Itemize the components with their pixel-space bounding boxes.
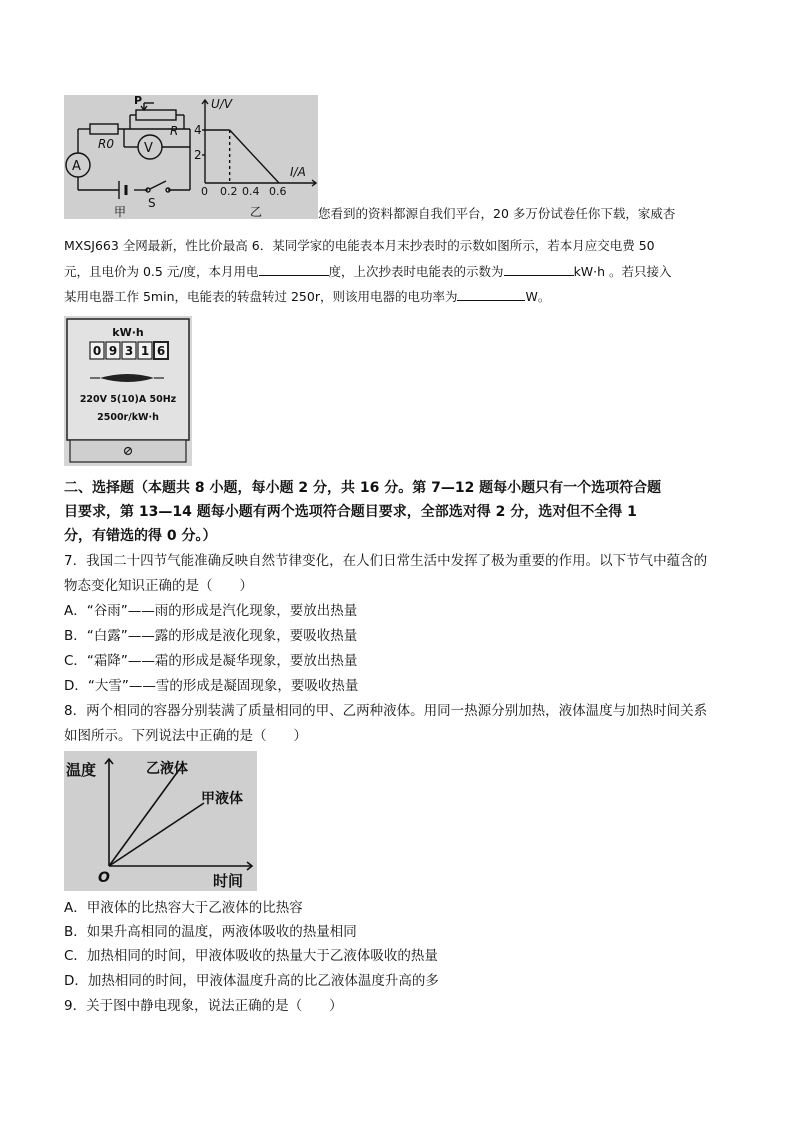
graph2-ylabel: 温度 [66,761,97,779]
q6-blank-1[interactable] [259,261,329,276]
graph1-caption: 乙 [250,205,263,219]
circuit-caption: 甲 [114,205,127,219]
q8-stem2: 如图所示。下列说法中正确的是（ ） [64,728,307,744]
graph2-xlabel: 时间 [213,872,244,890]
section2-line2: 目要求，第 13—14 题每小题有两个选项符合题目要求，全部选对得 2 分，选对但不全得 1 [64,504,637,520]
q6-text-a: 元，且电价为 0.5 元/度，本月用电 [64,264,259,279]
graph1-ytick-4: 4 [194,123,202,137]
switch-label: S [148,196,156,210]
q8-stem1: 8．两个相同的容器分别装满了质量相同的甲、乙两种液体。用同一热源分别加热，液体温度与加热时间关系 [64,703,708,719]
graph1-segment-falling [230,130,279,183]
ammeter-symbol: A [72,159,81,174]
q8-option-b[interactable]: B．如果升高相同的温度，两液体吸收的热量相同 [64,924,357,940]
electric-meter-figure [64,316,192,466]
q7-stem2: 物态变化知识正确的是（ ） [64,578,253,594]
q6-line3 [64,286,550,307]
graph1-ytick-2: 2 [194,148,202,162]
graph1-ylabel: U/V [211,97,233,111]
q6-text-e: W。 [525,289,551,304]
graph1-xtick-0.2: 0.2 [220,185,238,198]
q7-option-b[interactable]: B．“白露”——露的形成是液化现象，要吸收热量 [64,628,358,644]
series-label-yi: 乙液体 [146,761,188,777]
series-line-0 [109,763,184,866]
r0-label: R0 [98,137,114,151]
q8-option-c[interactable]: C．加热相同的时间，甲液体吸收的热量大于乙液体吸收的热量 [64,948,438,964]
meter-digit: 0 [92,344,102,358]
meter-digit: 6 [156,344,166,358]
temperature-time-graph [64,751,257,891]
section2-line3: 分，有错选的得 0 分。） [64,528,217,544]
q6-blank-3[interactable] [457,286,525,301]
meter-digit: 1 [140,344,150,358]
series-label-jia: 甲液体 [201,791,243,807]
section2-line1: 二、选择题（本题共 8 小题，每小题 2 分，共 16 分。第 7—12 题每小题只有一个选项符合题 [64,480,662,496]
q8-option-a[interactable]: A．甲液体的比热容大于乙液体的比热容 [64,900,303,916]
graph1-xtick-0.4: 0.4 [242,185,260,198]
meter-digit: 3 [124,344,134,358]
meter-spec: 220V 5(10)A 50Hz [79,394,177,405]
graph1-xlabel: I/A [290,165,306,179]
circuit-figure [64,95,318,219]
q6-text-d: 某用电器工作 5min，电能表的转盘转过 250r，则该用电器的电功率为 [64,289,458,304]
q6-text-c: kW·h 。若只接入 [573,264,672,279]
q6-text-b: 度，上次抄表时电能表的示数为 [328,264,504,279]
q6-blank-2[interactable] [504,261,574,276]
p-label: P [134,95,143,107]
q6-line1: MXSJ663 全网最新，性比价最高 6．某同学家的电能表本月末抄表时的示数如图所示，若本月应交电费 50 [64,238,655,253]
q6-line2 [64,261,672,282]
q9-stem: 9．关于图中静电现象，说法正确的是（ ） [64,998,343,1014]
graph1-xtick-0.6: 0.6 [269,185,287,198]
q7-option-c[interactable]: C．“霜降”——霜的形成是凝华现象，要放出热量 [64,653,358,669]
graph1-xtick-0: 0 [201,185,208,198]
ad-text: 您看到的资料都源自我们平台，20 多万份试卷任你下载，家威杏 [318,206,676,221]
q7-option-d[interactable]: D．“大雪”——雪的形成是凝固现象，要吸收热量 [64,678,359,694]
series-line-1 [109,803,204,866]
meter-unit: kW·h [112,326,144,339]
graph2-origin: O [98,870,110,886]
voltmeter-symbol: V [144,141,153,156]
q8-option-d[interactable]: D．加热相同的时间，甲液体温度升高的比乙液体温度升高的多 [64,973,439,989]
meter-digit: 9 [108,344,118,358]
q7-stem1: 7．我国二十四节气能准确反映自然节律变化，在人们日常生活中发挥了极为重要的作用。以下节气中蕴含的 [64,553,708,569]
q7-option-a[interactable]: A．“谷雨”——雨的形成是汽化现象，要放出热量 [64,603,358,619]
r-label: R [170,124,179,138]
meter-rev: 2500r/kW·h [97,412,159,423]
